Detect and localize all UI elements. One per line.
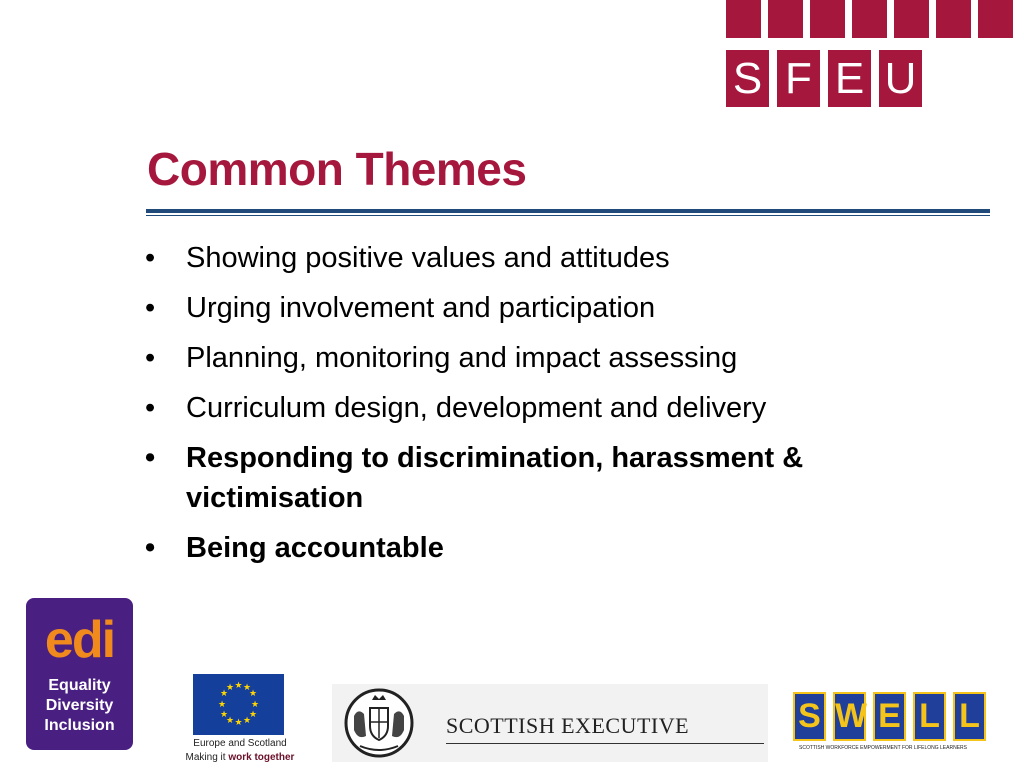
scottish-executive-text: SCOTTISH EXECUTIVE — [446, 713, 690, 738]
bullet-icon: • — [145, 392, 156, 424]
sfeu-letter: S — [726, 50, 769, 107]
sfeu-logo-bars — [726, 0, 1020, 38]
sfeu-letter: U — [879, 50, 922, 107]
bullet-item — [145, 388, 975, 428]
bullet-item — [145, 338, 975, 378]
title-rule — [146, 209, 990, 213]
edi-mark: edi — [44, 611, 115, 669]
eu-tagline-prefix: Making it — [185, 752, 229, 763]
svg-text:★: ★ — [219, 689, 229, 699]
swell-letter: E — [873, 692, 906, 741]
title-rule-thin — [146, 215, 990, 216]
bullet-item — [145, 438, 975, 518]
bullet-text: Curriculum design, development and delivery — [186, 392, 767, 424]
eu-tagline — [160, 752, 320, 763]
bullet-text: Planning, monitoring and impact assessing — [186, 342, 738, 374]
sfeu-logo — [726, 50, 922, 107]
swell-letter: L — [953, 692, 986, 741]
svg-text:★: ★ — [250, 700, 260, 710]
bullet-icon: • — [145, 242, 156, 274]
swell-logo — [793, 692, 986, 741]
swell-letter: L — [913, 692, 946, 741]
svg-text:★: ★ — [242, 683, 252, 693]
bullet-text: Showing positive values and attitudes — [186, 242, 670, 274]
bullet-list — [145, 238, 975, 578]
bullet-text: Urging involvement and participation — [186, 292, 656, 324]
svg-text:★: ★ — [234, 681, 243, 691]
bullet-text: Responding to discrimination, harassment & victimisation — [186, 442, 804, 514]
svg-text:★: ★ — [248, 710, 258, 720]
svg-text:★: ★ — [242, 716, 252, 726]
bullet-item — [145, 528, 975, 568]
svg-text:★: ★ — [248, 689, 258, 699]
eu-caption: Europe and Scotland — [193, 738, 287, 749]
bullet-icon: • — [145, 442, 156, 474]
bullet-icon: • — [145, 342, 156, 374]
bullet-icon: • — [145, 532, 156, 564]
swell-letter: W — [833, 692, 866, 741]
scottish-executive-rule — [446, 743, 764, 744]
slide-title: Common Themes — [147, 143, 527, 195]
royal-crest-icon — [334, 686, 424, 761]
bullet-text: Being accountable — [186, 532, 444, 564]
sfeu-letter: F — [777, 50, 820, 107]
svg-text:★: ★ — [225, 683, 235, 693]
eu-tagline-bold: work together — [228, 752, 295, 763]
swell-letter: S — [793, 692, 826, 741]
svg-text:★: ★ — [234, 718, 243, 728]
swell-tagline: SCOTTISH WORKFORCE EMPOWERMENT FOR LIFELONG LEARNERS — [799, 745, 967, 751]
edi-word: Inclusion — [44, 717, 115, 734]
edi-word: Equality — [48, 677, 111, 694]
bullet-icon: • — [145, 292, 156, 324]
svg-text:★: ★ — [217, 700, 227, 710]
svg-text:★: ★ — [225, 716, 235, 726]
edi-word: Diversity — [45, 697, 114, 714]
svg-text:★: ★ — [219, 710, 229, 720]
eu-flag-icon — [193, 674, 284, 735]
sfeu-letter: E — [828, 50, 871, 107]
edi-logo — [26, 598, 133, 750]
bullet-item — [145, 238, 975, 278]
bullet-item — [145, 288, 975, 328]
